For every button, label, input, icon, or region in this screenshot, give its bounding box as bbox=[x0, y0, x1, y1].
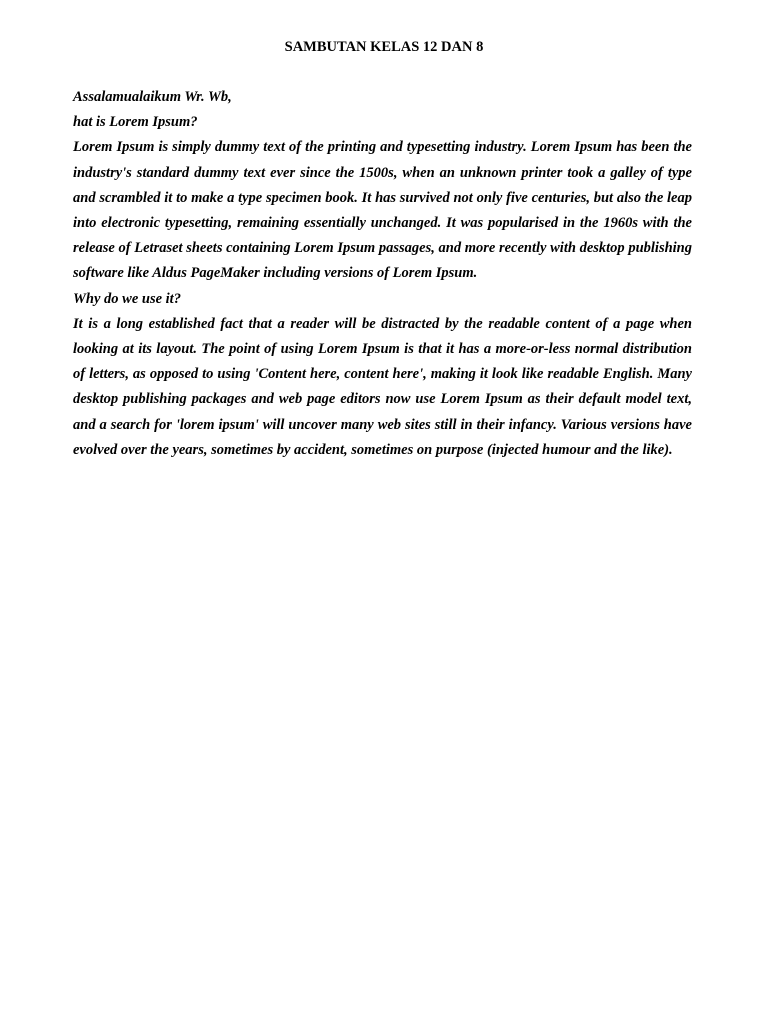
document-title: SAMBUTAN KELAS 12 DAN 8 bbox=[284, 39, 484, 55]
section-heading-what-is-lorem-ipsum: hat is Lorem Ipsum? bbox=[73, 114, 198, 131]
paragraph-why-use-it: It is a long established fact that a reader will be distracted by the readable content of a page when looking at its layout. The point of using Lorem Ipsum is that it has a more-or-less normal distribution of letters, as opposed to using 'Content here, content here', making it look like readable English. Many desktop publishing packages and web page editors now use Lorem Ipsum as their default model text, and a search for 'lorem ipsum' will uncover many web sites still in their infancy. Various versions have evolved over the years, sometimes by accident, sometimes on purpose (injected humour and the like). bbox=[73, 315, 692, 458]
document-body bbox=[73, 85, 692, 463]
section-heading-why-use-it: Why do we use it? bbox=[73, 290, 181, 307]
paragraph-lorem-ipsum: Lorem Ipsum is simply dummy text of the printing and typesetting industry. Lorem Ipsum has been the industry's standard dummy text ever since the 1500s, when an unknown printer took a galley of type and scrambled it to make a type specimen book. It has survived not only five centuries, but also the leap into electronic typesetting, remaining essentially unchanged. It was popularised in the 1960s with the release of Letraset sheets containing Lorem Ipsum passages, and more recently with desktop publishing software like Aldus PageMaker including versions of Lorem Ipsum. bbox=[73, 139, 692, 282]
greeting-line: Assalamualaikum Wr. Wb, bbox=[73, 89, 232, 105]
